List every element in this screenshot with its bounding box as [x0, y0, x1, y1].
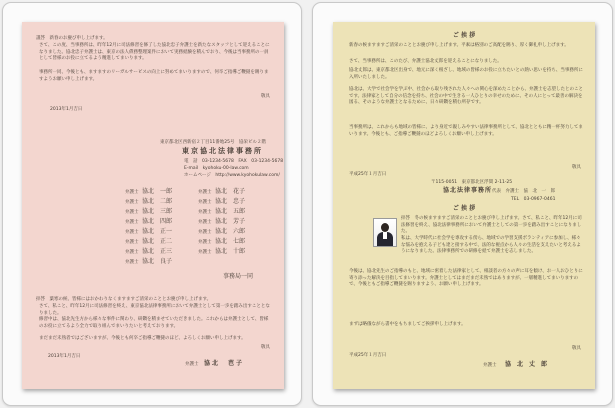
- lawyer-name: 協北 三郎: [142, 208, 173, 215]
- letter-date: 平成25年１月吉日: [349, 172, 387, 177]
- letter-paragraph: 私は、大学時代に社会学を専攻する傍ら、地域での学習支援ボランティアに参加し、様々な悩みを抱える子ども達と接する中で、法的な視点から人々の生活を支えたいと考えるようになりました。法律事務所での研修を経て弁護士を志しました。: [401, 236, 581, 255]
- lawyer-name: 協北 忠子: [215, 198, 246, 205]
- keigu-2: 敬具: [261, 345, 270, 350]
- lawyer-name: 協北 二郎: [142, 198, 173, 205]
- lawyer-name: 協北 良子: [142, 258, 173, 265]
- signer-name: 協北 芭子: [204, 360, 245, 367]
- lawyer-title: 弁護士: [125, 200, 139, 205]
- lawyer-name: 協北 六郎: [215, 228, 246, 235]
- letter-paragraph: 事務所一同、今後とも、ますますのリーガルサービスの向上に努めてまいりますので、何卒ご指導ご鞭撻を賜りますようお願い申し上げます。: [39, 70, 269, 82]
- letter-paragraph: 今後は、協北先生のご指導のもと、地域に密着した法律家として、相談者の方々の声に耳を傾け、お一人おひとりに寄り添った解決を目指してまいります。弁護士としてはまだまだ未熟ではありますが、一層精進してまいりますので、今後ともご指導ご鞭撻を賜りますよう、お願い申し上げます。: [349, 269, 583, 288]
- lawyer-title: 弁護士: [125, 250, 139, 255]
- left-card-frame[interactable]: [2, 2, 302, 406]
- lawyer-title: 弁護士: [198, 200, 212, 205]
- lawyer-title: 弁護士: [198, 230, 212, 235]
- letter-paragraph: さて、当事務所は、このたび、弁護士協北丈郎を迎えることになりました。: [349, 59, 502, 64]
- lawyer-title: 弁護士: [198, 220, 212, 225]
- cream-letter-sheet: [333, 22, 595, 389]
- letter-date-2: 平成25年１月吉日: [349, 353, 387, 358]
- lawyer-title: 弁護士: [198, 240, 212, 245]
- firm-name: 協北法律事務所: [443, 187, 493, 194]
- greeting: 謹啓 新春のお慶び申し上げます。: [36, 36, 108, 41]
- lawyer-name: 協北 五郎: [215, 208, 246, 215]
- signer-name: 協 北 丈 郎: [505, 361, 548, 368]
- lawyer-title: 弁護士: [125, 230, 139, 235]
- lawyer-name: 協北 正一: [142, 228, 173, 235]
- lawyer-title: 弁護士: [125, 260, 139, 265]
- lawyer-name: 協北 正二: [142, 238, 173, 245]
- firm-address: 〒115-0051 東京都北区浮間 2-11-25: [431, 180, 513, 185]
- letter-paragraph: まずは略儀ながら書中をもちましてご挨拶申し上げます。: [349, 322, 466, 327]
- letter-paragraph: 新春の候ますますご清栄のこととお慶び申し上げます。平素は格別のご高配を賜り、厚く御礼申し上げます。: [349, 43, 569, 48]
- keigu-2: 敬具: [572, 346, 581, 351]
- letter-paragraph: まだまだ未熟者ではございますが、今後とも何卒ご指導ご鞭撻のほど、よろしくお願い申し上げます。: [39, 336, 246, 341]
- letter-title: ご 挨 拶: [452, 32, 476, 39]
- letter-paragraph: 協北は、大学で社会学を学ぶ中、社会から取り残された人々への関心を深めたことから、弁護士を志望したとのことです。法律家として自分の信念を持ち、社会の中で生きる一人ひとりの幸せのために、その人にとって最善の解決を図る、そのような弁護士となるために、日々研鑽を積む所存です。: [349, 87, 583, 106]
- letter-paragraph: さて、私こと、昨年12月に司法修習を終え、東京協北法律事務所において弁護士として第一歩を踏み出すこととなりました。: [39, 304, 270, 316]
- lawyer-name: 協北 十郎: [215, 248, 246, 255]
- firm-email: E-mail kyohoku-00-law.com: [184, 166, 249, 171]
- lawyer-name: 協北 四郎: [142, 218, 173, 225]
- lawyer-portrait-photo: [373, 218, 397, 247]
- lawyer-name: 協北 芳子: [215, 218, 246, 225]
- firm-tel: TEL 03-0967-0461: [511, 197, 556, 202]
- lawyer-name: 協北 花子: [215, 188, 246, 195]
- lawyer-title: 弁護士: [198, 250, 212, 255]
- lawyer-title: 弁護士: [125, 240, 139, 245]
- lawyer-name: 協北 正三: [142, 248, 173, 255]
- firm-name: 東京協北法律事務所: [182, 147, 263, 155]
- keigu: 敬具: [572, 165, 581, 170]
- letter-paragraph: 修習中は、協北先生方から様々な事件に関わり、研鑽を積ませていただきました。これからは弁護士として、皆様のお役に立てるよう全力で取り組んでまいりたいと考えております。: [39, 317, 269, 329]
- letter-paragraph: さて、この度、当事務所は、昨年12月に司法修習を修了した協北忠子弁護士を新たなスタッフとして迎えることになりました。協北忠子弁護士は、東京の法人債務整理案件において実務経験を積んでおり、今後は当事務所の一員として皆様のお役に立てるよう精進してまいります。: [39, 43, 270, 62]
- letter-date-2: 2013年1月吉日: [48, 354, 81, 359]
- firm-tel: 電 話 03-1234-5678 FAX 03-1234-5678: [184, 159, 284, 164]
- signer-title: 弁護士: [483, 363, 497, 368]
- lawyer-title: 弁護士: [125, 210, 139, 215]
- letter-title-2: ご 挨 拶: [452, 205, 476, 212]
- lawyer-title: 弁護士: [125, 220, 139, 225]
- firm-address: 東京都北区西新宿２丁目11番地25号 協栄ビル２階: [160, 140, 266, 145]
- greeting-2: 拝啓 葉寒の候、皆様にはおかわりなくますますご清栄のこととお慶び申し上げます。: [36, 297, 212, 302]
- letter-date: 2013年1月吉日: [50, 107, 83, 112]
- lawyer-name: 協北 一郎: [142, 188, 173, 195]
- letter-paragraph: 拝啓 冬の候ますますご清栄のこととお慶び申し上げます。さて、私こと、昨年12月に司法修習を終え、協北法律事務所において弁護士としての第一歩を踏み出すことになりました。: [401, 216, 582, 235]
- staff-signature: 事務局一同: [223, 273, 254, 280]
- letter-paragraph: 当事務所は、これからも地域の皆様に、より身近で親しみやすい法律事務所として、協北とともに精一杯努力してまいります。今後とも、ご指導ご鞭撻のほどよろしくお願い申し上げます。: [349, 125, 583, 137]
- firm-representative: 代表 弁護士 協 北 一 郎: [492, 189, 555, 194]
- letter-paragraph: 協北丈郎は、東京都北区出身で、地元に深く根ざし、地域の皆様のお役に立ちたいとの熱い思いを持ち、当事務所に入所いたしました。: [349, 68, 583, 80]
- right-card-frame[interactable]: [312, 2, 613, 406]
- signer-title: 弁護士: [185, 362, 199, 367]
- keigu: 敬具: [261, 94, 270, 99]
- pink-letter-sheet: [22, 22, 284, 389]
- lawyer-title: 弁護士: [198, 190, 212, 195]
- firm-website: ホームページ http://www.kyohokulaw.com/: [184, 173, 280, 178]
- lawyer-title: 弁護士: [125, 190, 139, 195]
- lawyer-title: 弁護士: [198, 210, 212, 215]
- lawyer-name: 協北 七郎: [215, 238, 246, 245]
